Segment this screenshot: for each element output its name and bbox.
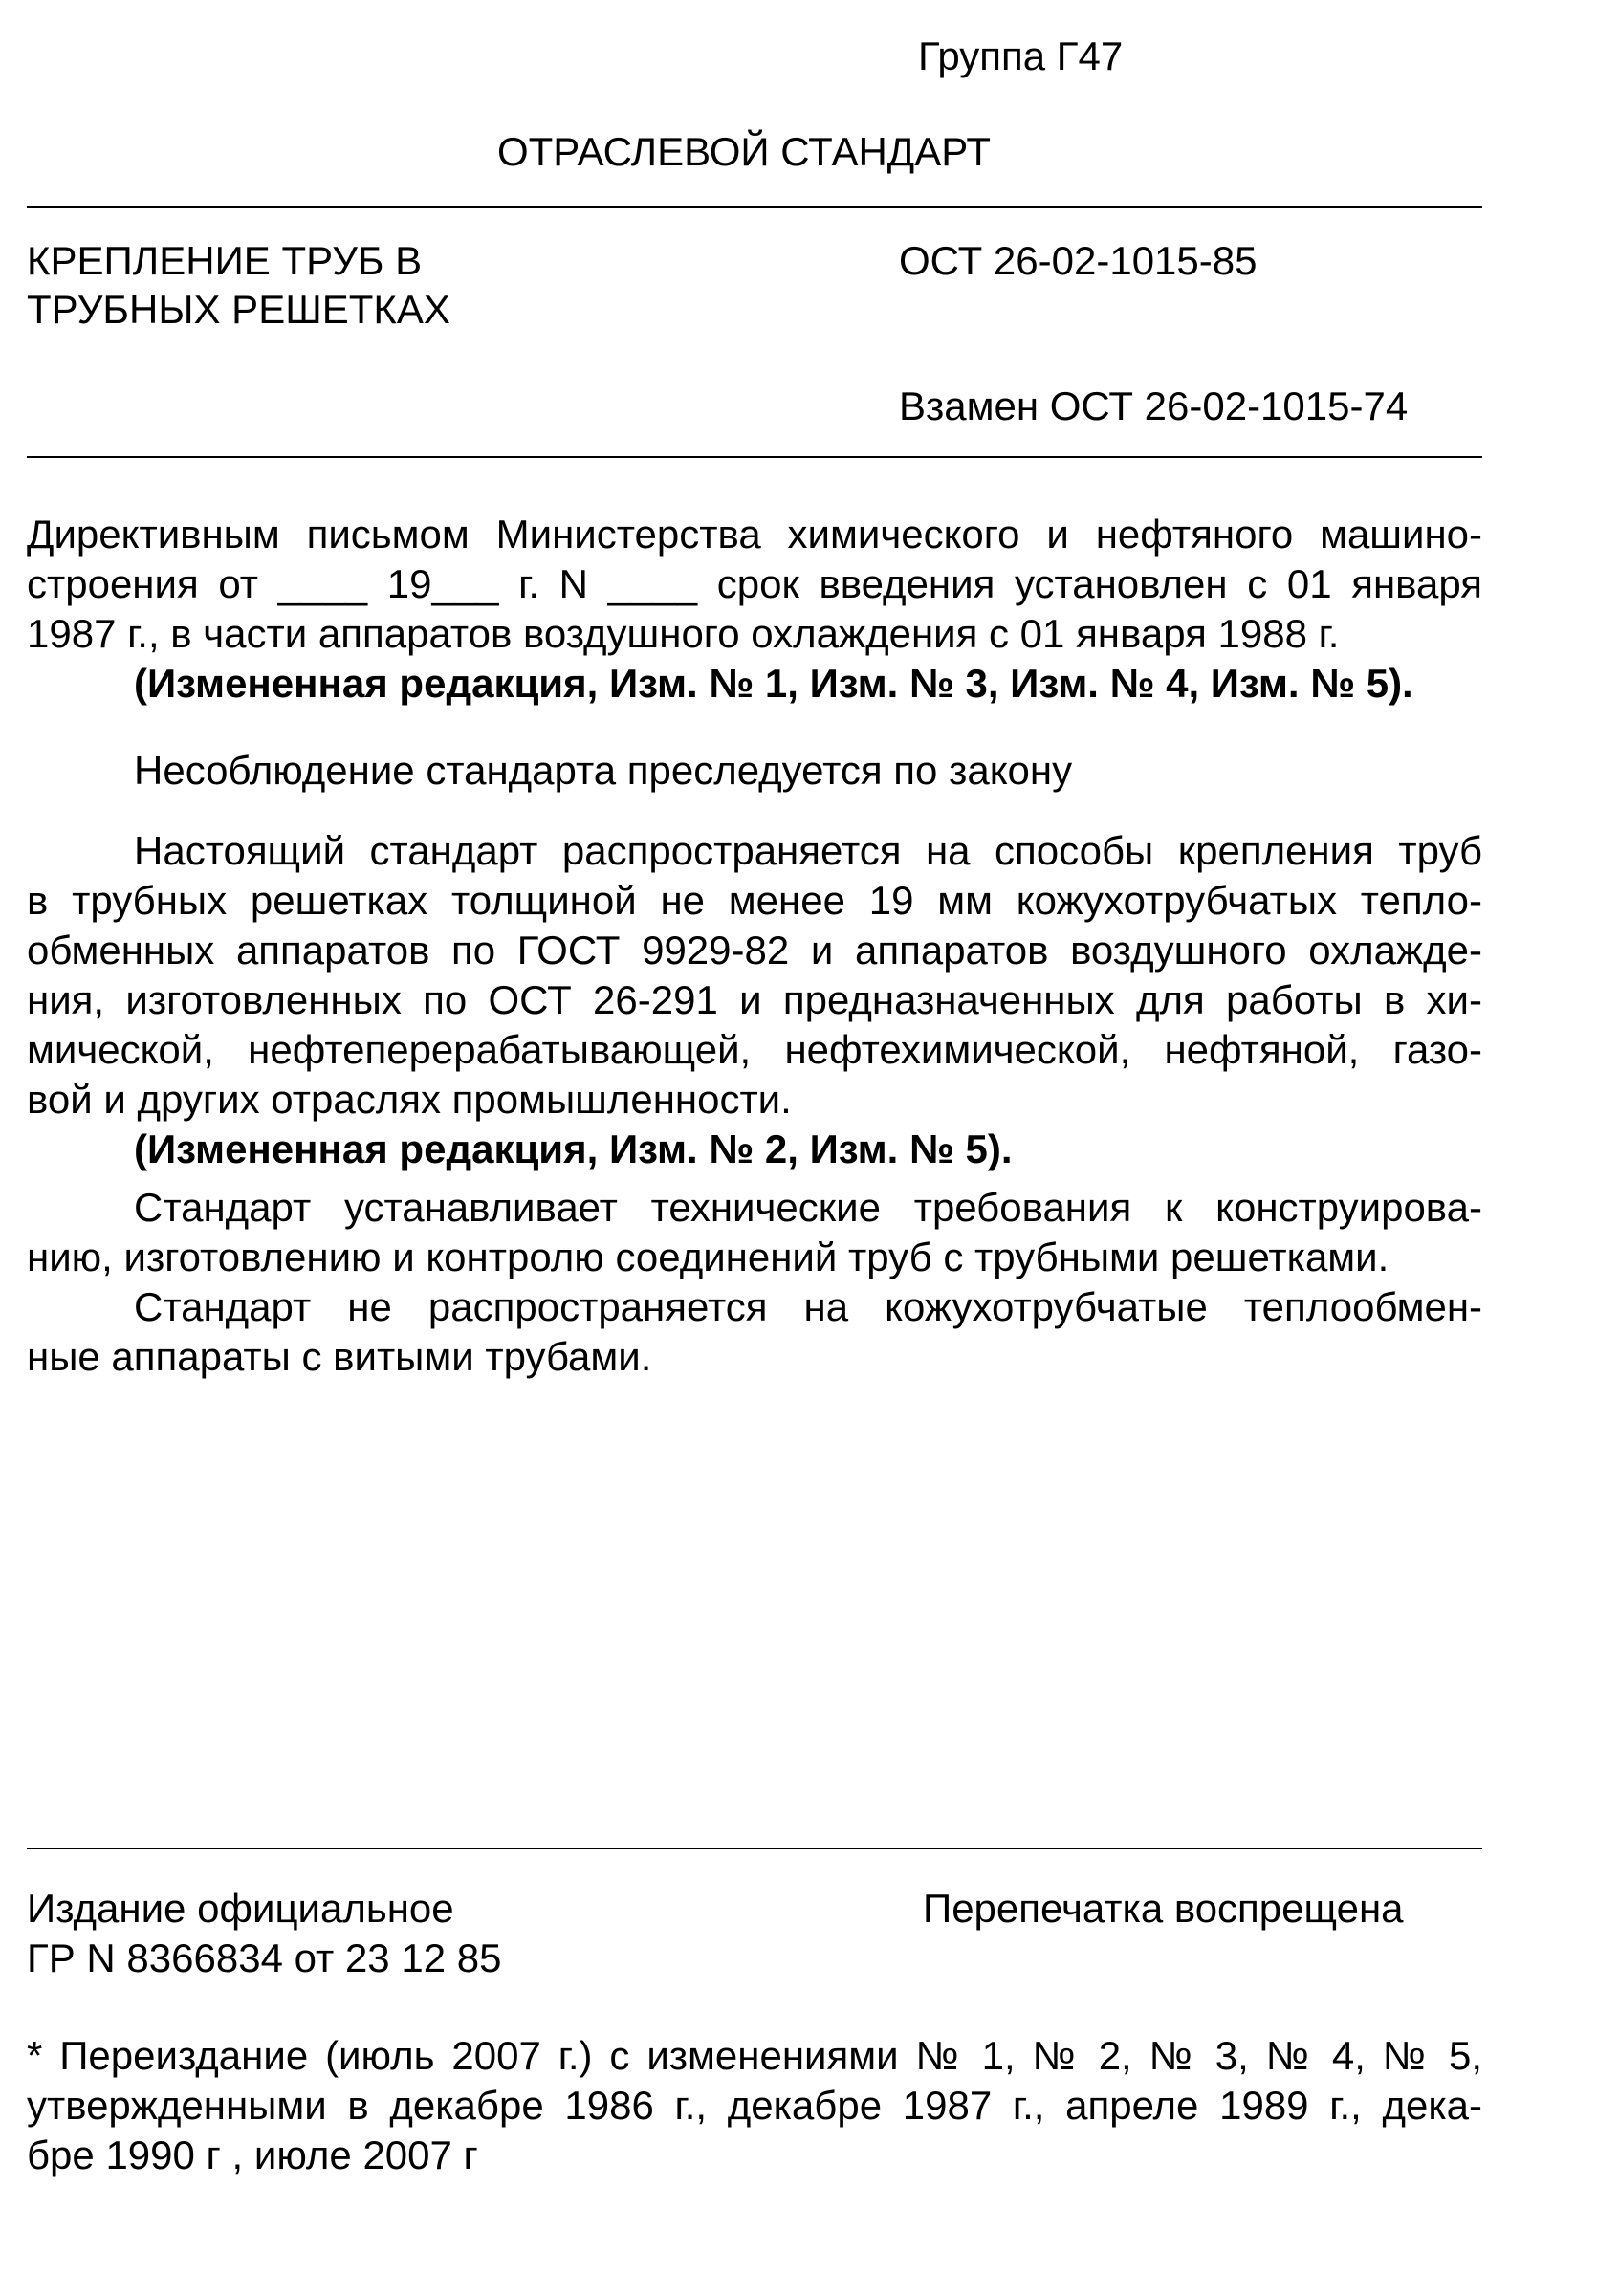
directive-line2: строения от ____ 19___ г. N ____ срок введения установлен с 01 января: [27, 561, 1482, 606]
scope-line4: ния, изготовленных по ОСТ 26-291 и предназначенных для работы в хи-: [27, 977, 1482, 1022]
scope-line3: обменных аппаратов по ГОСТ 9929-82 и аппаратов воздушного охлажде-: [27, 928, 1482, 973]
reprint-notice: Перепечатка воспрещена: [923, 1886, 1404, 1931]
group-label: Группа Г47: [918, 33, 1124, 78]
scope-line5: мической, нефтеперерабатывающей, нефтехимической, нефтяной, газо-: [27, 1027, 1482, 1072]
registration-number: ГР N 8366834 от 23 12 85: [27, 1935, 502, 1980]
header-divider: [27, 206, 1482, 208]
requirements-line1: Стандарт устанавливает технические требования к конструирова-: [134, 1185, 1482, 1230]
edition-label: Издание официальное: [27, 1886, 454, 1931]
directive-line1: Директивным письмом Министерства химического и нефтяного машино-: [27, 512, 1482, 557]
reissue-line3: бре 1990 г , июле 2007 г: [27, 2132, 478, 2177]
document-type-title: ОТРАСЛЕВОЙ СТАНДАРТ: [496, 129, 992, 174]
title-block-divider: [27, 456, 1482, 458]
directive-amendment: (Измененная редакция, Изм. № 1, Изм. № 3, Изм. № 4, Изм. № 5).: [134, 661, 1413, 706]
reissue-line2: утвержденными в декабре 1986 г., декабре 1987 г., апреле 1989 г., дека-: [27, 2083, 1482, 2128]
replaces-standard: Взамен ОСТ 26-02-1015-74: [899, 383, 1409, 428]
scope-amendment: (Измененная редакция, Изм. № 2, Изм. № 5).: [134, 1126, 1013, 1171]
directive-line3: 1987 г., в части аппаратов воздушного охлаждения с 01 января 1988 г.: [27, 611, 1340, 656]
exclusion-line1: Стандарт не распространяется на кожухотрубчатые теплообмен-: [134, 1284, 1482, 1329]
standard-name-line1: КРЕПЛЕНИЕ ТРУБ В: [27, 238, 423, 283]
law-notice: Несоблюдение стандарта преследуется по закону: [134, 748, 1073, 793]
exclusion-line2: ные аппараты с витыми трубами.: [27, 1334, 652, 1379]
scope-line6: вой и других отраслях промышленности.: [27, 1077, 792, 1122]
standard-code: ОСТ 26-02-1015-85: [899, 238, 1258, 283]
reissue-line1: * Переиздание (июль 2007 г.) с изменениями № 1, № 2, № 3, № 4, № 5,: [27, 2033, 1482, 2078]
scope-line2: в трубных решетках толщиной не менее 19 мм кожухотрубчатых тепло-: [27, 878, 1482, 923]
standard-name-line2: ТРУБНЫХ РЕШЕТКАХ: [27, 287, 450, 332]
scope-line1: Настоящий стандарт распространяется на способы крепления труб: [134, 828, 1482, 873]
footer-divider: [27, 1848, 1482, 1849]
requirements-line2: нию, изготовлению и контролю соединений труб с трубными решетками.: [27, 1235, 1389, 1279]
